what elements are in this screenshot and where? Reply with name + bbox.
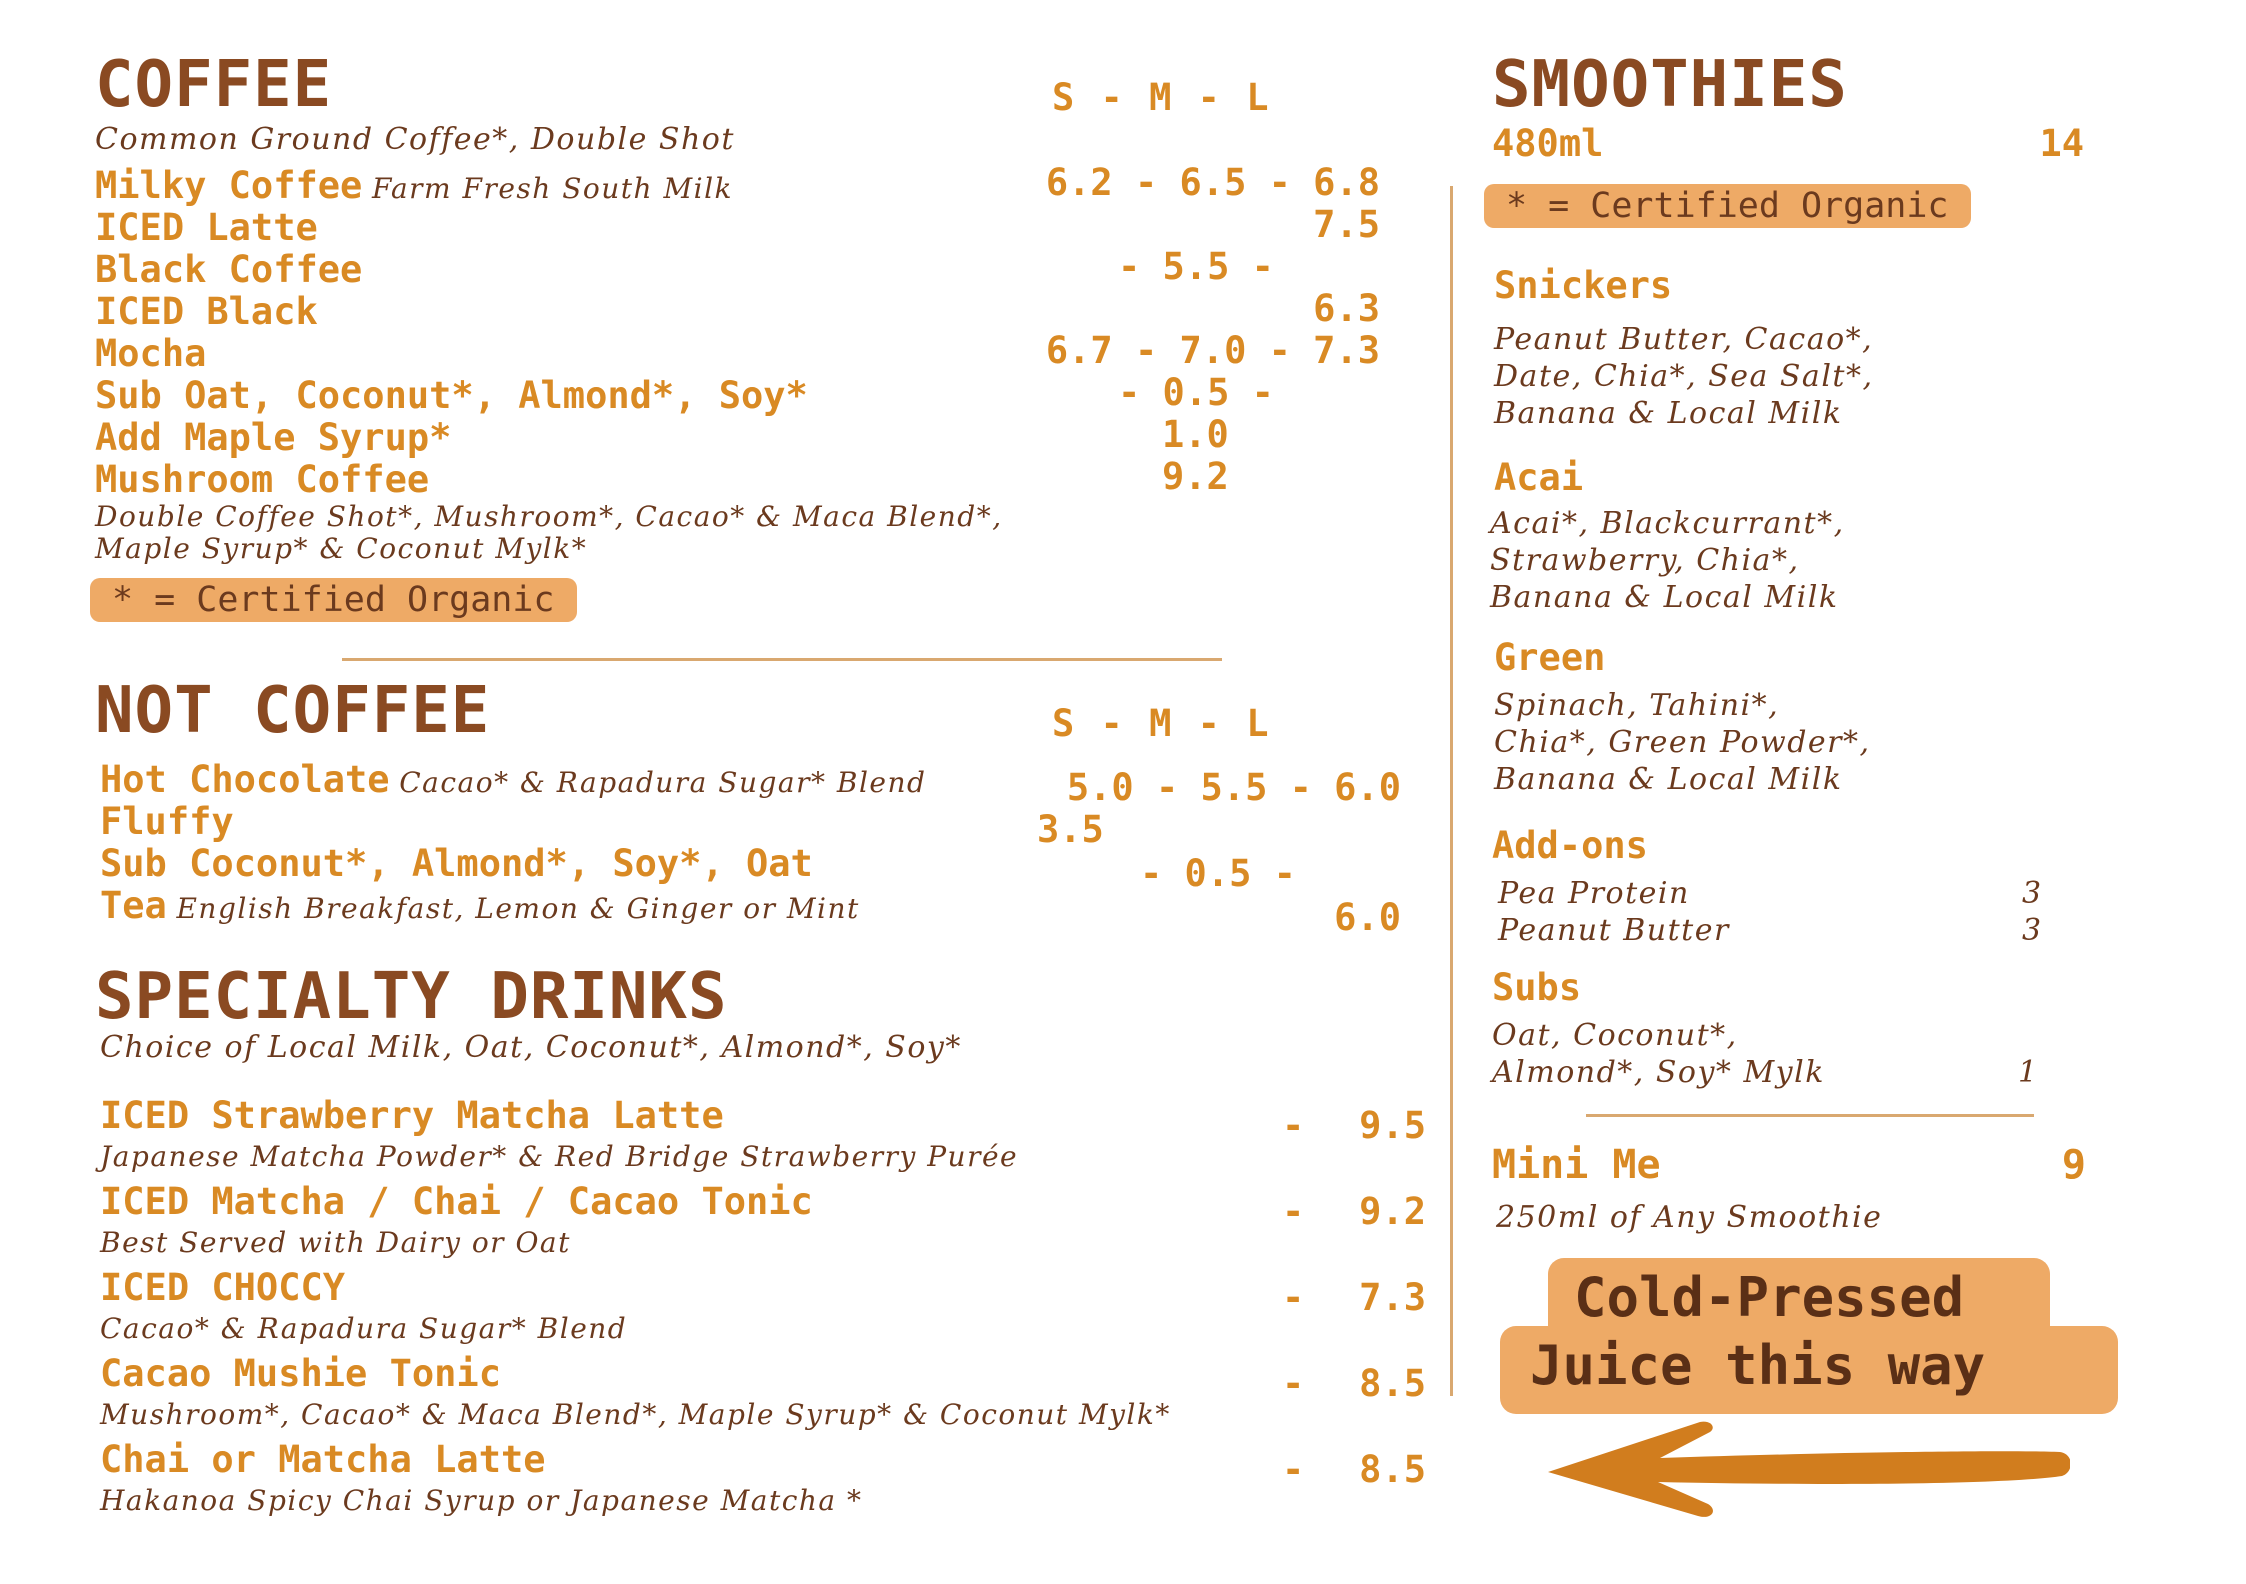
item-price: 9.2 — [1359, 1190, 1426, 1233]
item-desc: Maple Syrup* & Coconut Mylk* — [95, 532, 588, 565]
item-price: 5.0 - 5.5 - 6.0 — [1066, 766, 1401, 809]
item-price: 6.7 - 7.0 - 7.3 — [1045, 329, 1380, 372]
smoothie-desc: Banana & Local Milk — [1494, 396, 1843, 431]
item-desc: Cacao* & Rapadura Sugar* Blend — [100, 1312, 628, 1345]
addon-name: Pea Protein — [1498, 876, 1690, 911]
menu-item: Add Maple Syrup* — [95, 416, 452, 459]
item-desc: Double Coffee Shot*, Mushroom*, Cacao* & Maca Blend*, — [95, 500, 1003, 533]
smoothie-desc: Acai*, Blackcurrant*, — [1490, 506, 1845, 541]
smoothie-desc: Banana & Local Milk — [1490, 580, 1839, 615]
arrow-left-icon — [1540, 1414, 2070, 1524]
smoothie-desc: Chia*, Green Powder*, — [1494, 725, 1871, 760]
item-price: 3.5 — [1037, 808, 1104, 851]
item-price: 6.2 - 6.5 - 6.8 — [1045, 161, 1380, 204]
mini-me-desc: 250ml of Any Smoothie — [1496, 1200, 1883, 1235]
juice-line-1: Cold-Pressed — [1574, 1266, 1965, 1329]
menu-item: Cacao Mushie Tonic — [100, 1352, 501, 1395]
menu-item: ICED Matcha / Chai / Cacao Tonic — [100, 1180, 813, 1223]
item-price: 9.5 — [1359, 1104, 1426, 1147]
smoothie-name: Snickers — [1494, 264, 1673, 307]
item-desc: Mushroom*, Cacao* & Maca Blend*, Maple Syrup* & Coconut Mylk* — [100, 1398, 1171, 1431]
smoothie-size: 480ml — [1492, 122, 1604, 165]
not-coffee-heading: NOT COFFEE — [95, 674, 491, 748]
item-desc: Hakanoa Spicy Chai Syrup or Japanese Matcha * — [100, 1484, 863, 1517]
not-coffee-size-header: S - M - L — [1052, 702, 1271, 745]
item-desc: Cacao* & Rapadura Sugar* Blend — [399, 766, 927, 799]
coffee-subtitle: Common Ground Coffee*, Double Shot — [95, 122, 735, 157]
menu-item: ICED CHOCCY — [100, 1266, 346, 1309]
menu-item: Sub Oat, Coconut*, Almond*, Soy* — [95, 374, 808, 417]
menu-item: ICED Latte — [95, 206, 318, 249]
item-price: 6.0 — [1334, 896, 1401, 939]
specialty-subtitle: Choice of Local Milk, Oat, Coconut*, Almond*, Soy* — [100, 1030, 962, 1065]
price-dash: - — [1282, 1448, 1305, 1491]
smoothie-desc: Peanut Butter, Cacao*, — [1494, 322, 1874, 357]
smoothies-heading: SMOOTHIES — [1492, 48, 1848, 122]
smoothie-name: Green — [1494, 636, 1606, 679]
smoothie-desc: Strawberry, Chia*, — [1490, 543, 1800, 578]
smoothie-price: 14 — [2039, 122, 2084, 165]
juice-line-2: Juice this way — [1530, 1334, 1986, 1397]
subs-heading: Subs — [1492, 966, 1582, 1009]
divider — [1586, 1114, 2034, 1117]
item-price: 9.2 — [1162, 455, 1229, 498]
menu-item: Chai or Matcha Latte — [100, 1438, 546, 1481]
subs-price: 1 — [2018, 1055, 2039, 1090]
smoothie-desc: Date, Chia*, Sea Salt*, — [1494, 359, 1874, 394]
item-name: Tea — [100, 884, 167, 927]
coffee-heading: COFFEE — [95, 48, 333, 122]
organic-badge: * = Certified Organic — [90, 578, 577, 622]
item-price: 8.5 — [1359, 1362, 1426, 1405]
menu-item — [95, 164, 733, 207]
smoothie-name: Acai — [1494, 456, 1584, 499]
organic-badge: * = Certified Organic — [1484, 184, 1971, 228]
price-dash: - — [1282, 1362, 1305, 1405]
item-price: - 0.5 - — [1118, 371, 1274, 414]
specialty-heading: SPECIALTY DRINKS — [95, 960, 728, 1034]
mini-me-price: 9 — [2061, 1142, 2086, 1188]
price-dash: - — [1282, 1190, 1305, 1233]
addon-name: Peanut Butter — [1498, 913, 1730, 948]
addon-price: 3 — [2022, 876, 2043, 911]
addons-heading: Add-ons — [1492, 824, 1648, 867]
divider — [342, 658, 1222, 661]
price-dash: - — [1282, 1104, 1305, 1147]
menu-item: ICED Black — [95, 290, 318, 333]
subs-desc: Oat, Coconut*, — [1492, 1018, 1738, 1053]
menu-item: Sub Coconut*, Almond*, Soy*, Oat — [100, 842, 813, 885]
item-price: 6.3 — [1313, 287, 1380, 330]
item-desc: Best Served with Dairy or Oat — [100, 1226, 571, 1259]
menu-item: Black Coffee — [95, 248, 363, 291]
menu-item: Mocha — [95, 332, 207, 375]
item-price: 1.0 — [1162, 413, 1229, 456]
addon-price: 3 — [2022, 913, 2043, 948]
item-price: 8.5 — [1359, 1448, 1426, 1491]
menu-item: ICED Strawberry Matcha Latte — [100, 1094, 724, 1137]
item-price: - 5.5 - — [1118, 245, 1274, 288]
mini-me-name: Mini Me — [1492, 1142, 1661, 1188]
item-price: 7.3 — [1359, 1276, 1426, 1319]
column-divider — [1450, 186, 1453, 1396]
menu-item: Fluffy — [100, 800, 234, 843]
item-desc: Farm Fresh South Milk — [371, 172, 733, 205]
subs-desc: Almond*, Soy* Mylk — [1492, 1055, 1825, 1090]
price-dash: - — [1282, 1276, 1305, 1319]
item-price: 7.5 — [1313, 203, 1380, 246]
item-price: - 0.5 - — [1140, 852, 1296, 895]
smoothie-desc: Banana & Local Milk — [1494, 762, 1843, 797]
menu-item: Mushroom Coffee — [95, 458, 430, 501]
item-desc: Japanese Matcha Powder* & Red Bridge Strawberry Purée — [100, 1140, 1019, 1173]
coffee-size-header: S - M - L — [1052, 76, 1271, 119]
menu-item — [100, 884, 860, 927]
item-desc: English Breakfast, Lemon & Ginger or Mint — [176, 892, 860, 925]
menu-item — [100, 758, 926, 801]
item-name: Hot Chocolate — [100, 758, 390, 801]
item-name: Milky Coffee — [95, 164, 363, 207]
smoothie-desc: Spinach, Tahini*, — [1494, 688, 1780, 723]
